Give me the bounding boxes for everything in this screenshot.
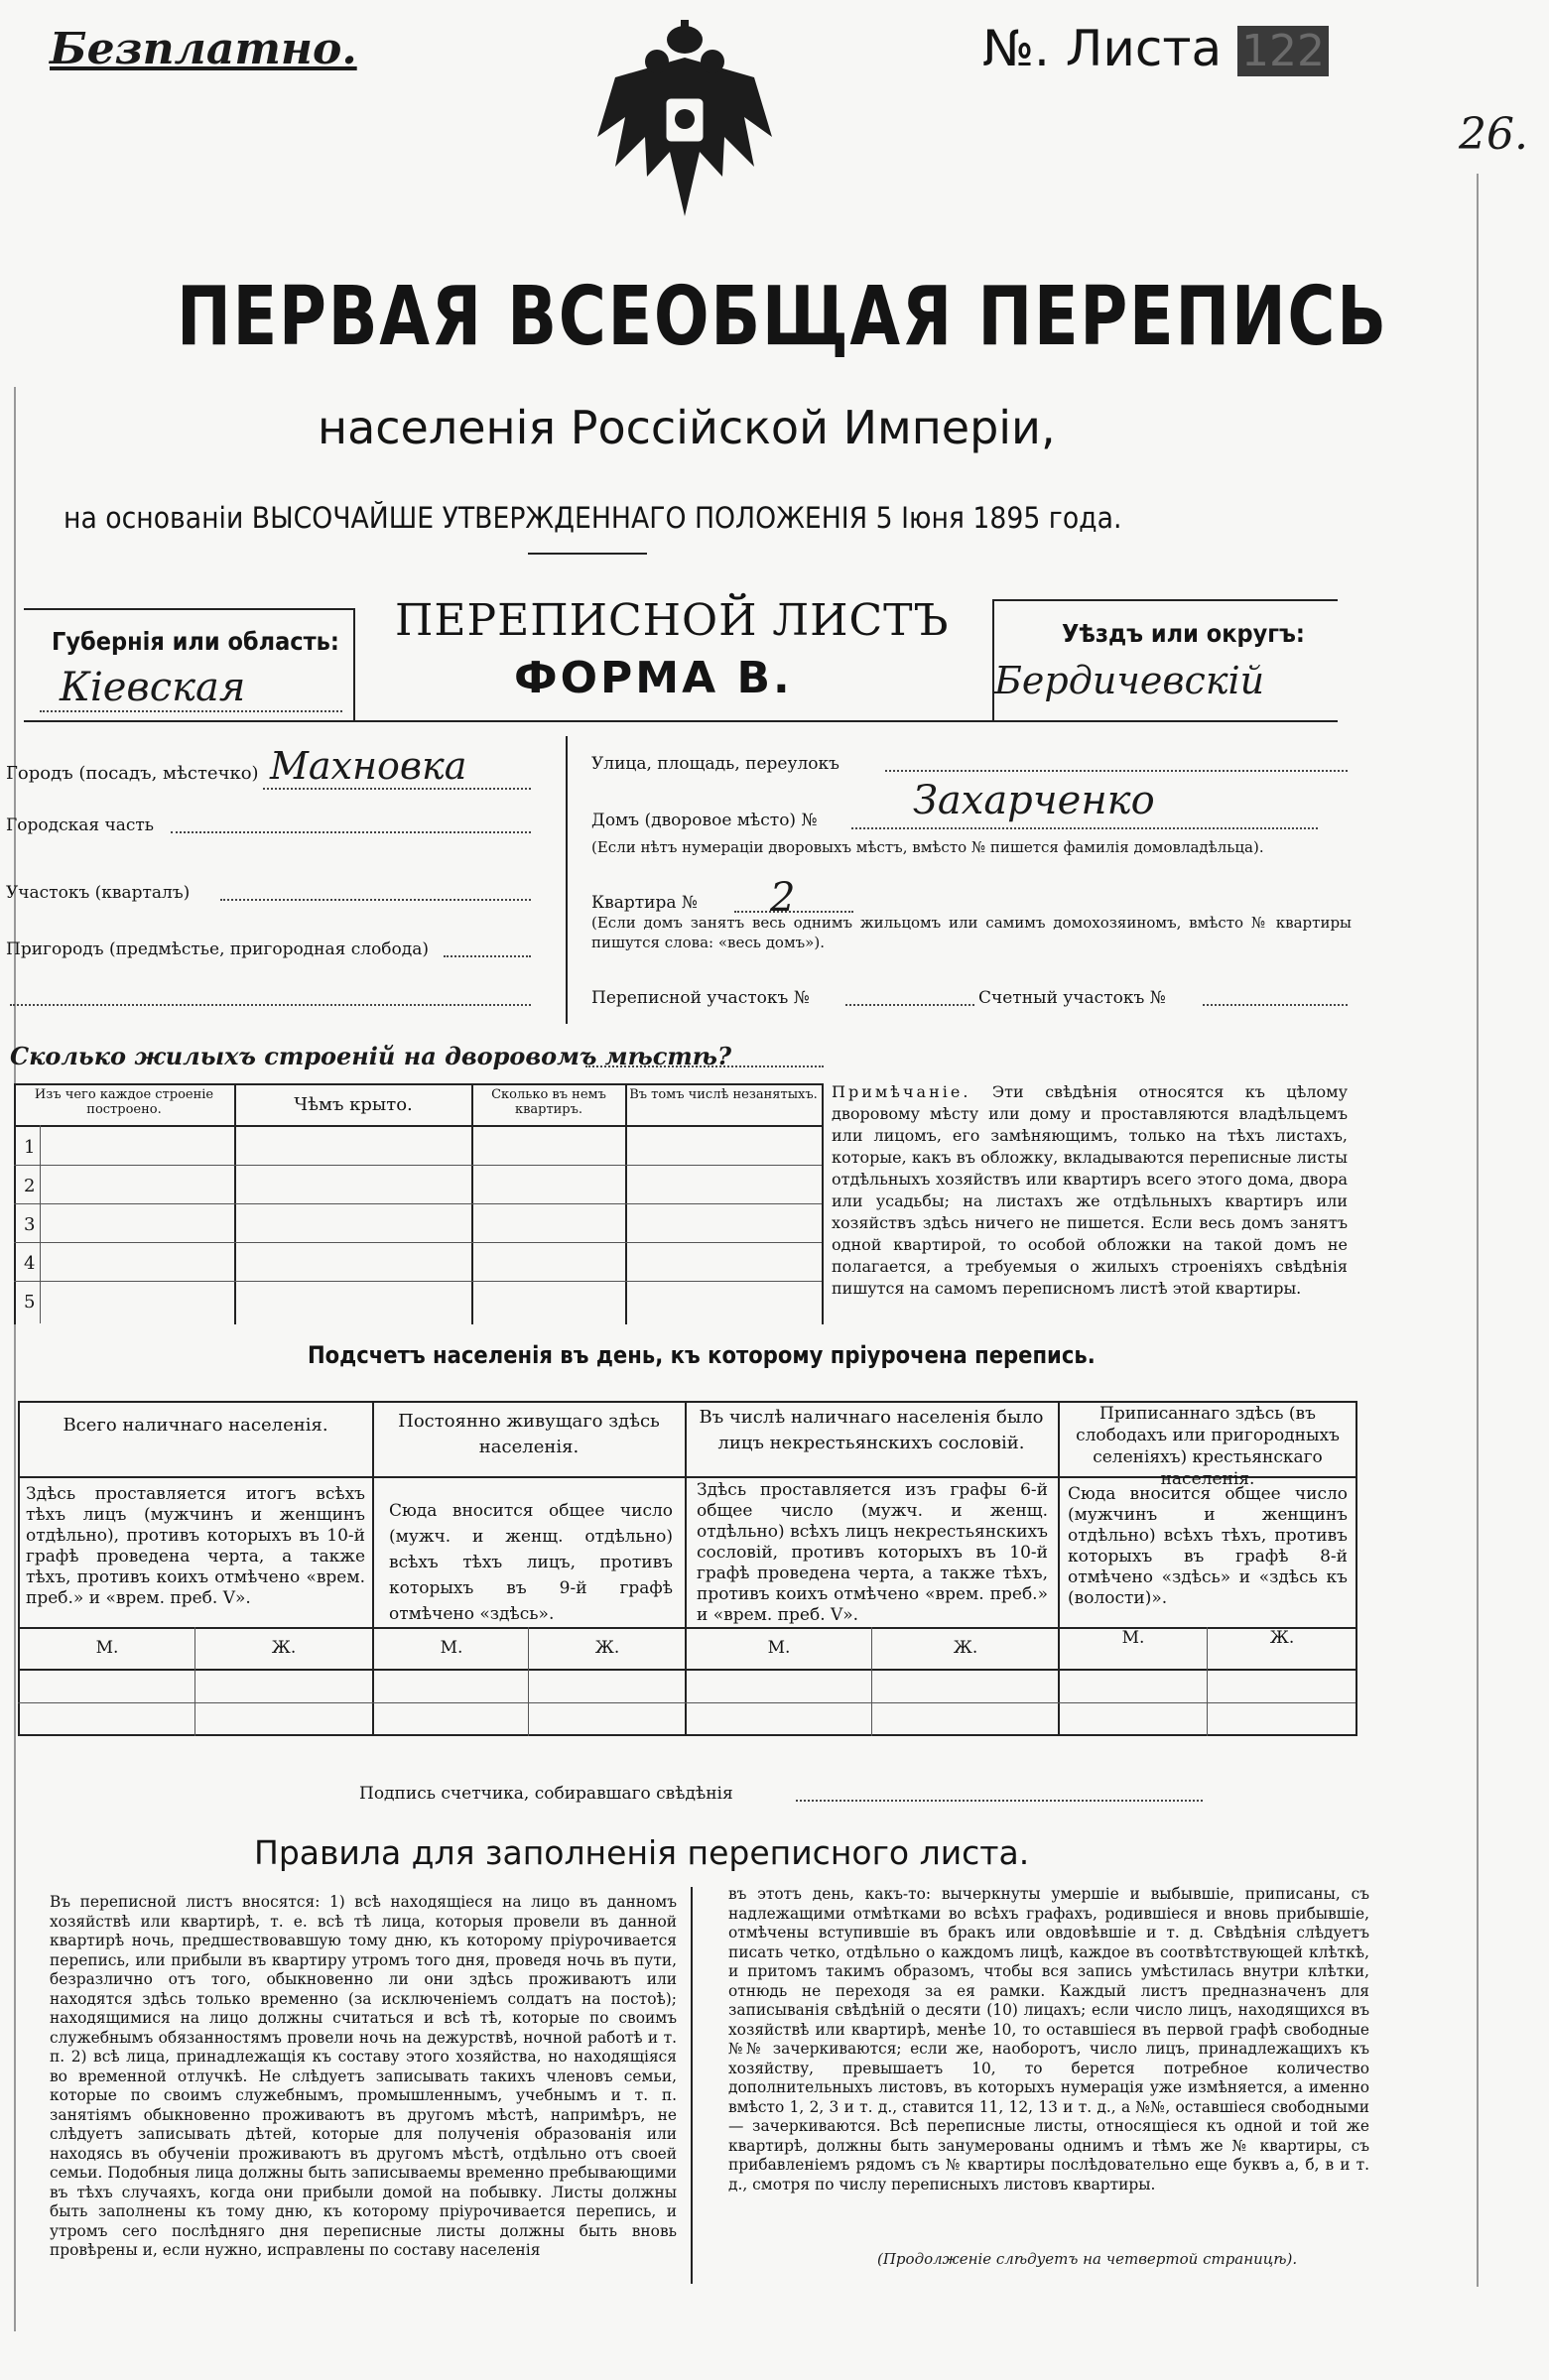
counting-district-label: Счетный участокъ № <box>978 988 1166 1008</box>
district-label: Уѣздъ или округъ: <box>1062 619 1305 648</box>
census-district-label: Переписной участокъ № <box>591 988 810 1008</box>
row-number: 2 <box>24 1176 36 1196</box>
col-flats: Сколько въ немъ квартиръ. <box>491 1087 606 1117</box>
province-label: Губернія или область: <box>52 627 339 656</box>
row-number: 1 <box>24 1137 36 1158</box>
population-title: Подсчетъ населенія въ день, къ которому пріурочена перепись. <box>308 1341 1096 1369</box>
free-label: Безплатно. <box>50 24 357 74</box>
counting-district-field[interactable] <box>1203 1004 1348 1006</box>
street-label: Улица, площадь, переулокъ <box>591 754 839 774</box>
pop-head-peasant: Приписаннаго здѣсь (въ слободахъ или пригородныхъ селеніяхъ) крестьянскаго населенія. <box>1076 1404 1340 1489</box>
house-value: Захарченко <box>913 778 1155 823</box>
pop-body-total: Здѣсь проставляется итогъ всѣхъ тѣхъ лицъ (мужчинъ и женщинъ отдѣльно), противъ которыхъ въ 10-й графѣ проведена черта, а также тѣхъ, противъ коихъ отмѣчено «врем. преб.» и «врем. преб. V». <box>26 1484 365 1608</box>
house-note: (Если нѣтъ нумераціи дворовыхъ мѣстъ, вмѣсто № пишется фамилія домовладѣльца). <box>591 838 1264 856</box>
row-number: 3 <box>24 1214 36 1235</box>
signature-label: Подпись счетчика, собиравшаго свѣдѣнія <box>359 1784 733 1804</box>
rules-left: Въ переписной листъ вносятся: 1) всѣ находящіеся на лицо въ данномъ хозяйствѣ или квартирѣ, т. е. всѣ тѣ лица, которыя провели въ данной квартирѣ ночь, предшествовавшую тому дню, къ которому пріурочивается перепись, или прибыли въ квартиру утромъ того дня, проведя ночь въ пути, безразлично отъ того, обыкновенно ли они здѣсь проживаютъ или находятся здѣсь только временно (за исключеніемъ солдатъ на постоѣ); находящимися на лицо должны считаться и всѣ тѣ, которые по своимъ служебнымъ обязанностямъ провели ночь на дежурствѣ, ночной работѣ и т. п. 2) всѣ лица, принадлежащія къ составу этого хозяйства, но находящіяся во временной отлучкѣ. Не слѣдуетъ записывать такихъ членовъ семьи, которые по своимъ служебнымъ, промышленнымъ, учебнымъ и т. п. занятіямъ обыкновенно проживаютъ въ другомъ мѣстѣ, напримѣръ, не слѣдуетъ записывать дѣтей, которые для полученія образованія или находясь въ обученіи проживаютъ въ другомъ мѣстѣ, отдѣльно отъ своей семьи. Подобныя лица должны быть записываемы временно пребывающими въ тѣхъ случаяхъ, когда они прибыли домой на побывку. Листы должны быть заполнены къ тому дню, къ которому пріурочивается перепись, и утромъ сего послѣдняго дня переписные листы должны быть вновь провѣрены и, если нужно, исправлены по составу населенія <box>50 1893 677 2259</box>
flat-note: (Если домъ занятъ весь однимъ жильцомъ или самимъ домохозяиномъ, вмѣсто № квартиры пишутся слова: «весь домъ»). <box>591 914 1352 951</box>
city-part-label: Городская часть <box>6 815 155 835</box>
form-letter: ФОРМА В. <box>514 653 793 703</box>
city-part-field[interactable] <box>171 831 531 833</box>
sheet-number-value: 122 <box>1237 26 1329 76</box>
district-value: Бердичевскій <box>994 659 1265 702</box>
rules-continued: (Продолженіе слѣдуетъ на четвертой страницѣ). <box>877 2250 1298 2268</box>
form-title: ПЕРЕПИСНОЙ ЛИСТЪ <box>395 595 950 646</box>
row-number: 4 <box>24 1253 36 1274</box>
double-eagle-emblem <box>585 18 784 226</box>
rules-title: Правила для заполненія переписного листа. <box>254 1833 1030 1872</box>
female-label: Ж. <box>1269 1628 1295 1648</box>
census-district-field[interactable] <box>845 1004 974 1006</box>
pop-head-non-peasant: Въ числѣ наличнаго населенія было лицъ некрестьянскихъ сословій. <box>699 1407 1044 1453</box>
col-vacant: Въ томъ числѣ незанятыхъ. <box>629 1087 818 1102</box>
house-label: Домъ (дворовое мѣсто) № <box>591 811 818 830</box>
suburb-field[interactable] <box>444 955 531 957</box>
pop-body-permanent: Сюда вносится общее число (мужч. и женщ. отдѣльно) всѣхъ тѣхъ лицъ, противъ которыхъ въ 9-й графѣ отмѣчено «здѣсь». <box>389 1501 673 1624</box>
female-label: Ж. <box>594 1638 620 1658</box>
corner-mark: 26. <box>1459 109 1528 160</box>
female-label: Ж. <box>271 1638 297 1658</box>
subtitle: населенія Россійской Имперіи, <box>318 401 1056 454</box>
pop-body-peasant: Сюда вносится общее число (мужчинъ и женщинъ отдѣльно) всѣхъ тѣхъ, противъ которыхъ въ графѣ 8-й отмѣчено «здѣсь» и «здѣсь къ (волости)». <box>1068 1484 1348 1608</box>
buildings-note <box>832 1081 1348 1300</box>
town-label: Городъ (посадъ, мѣстечко) <box>6 763 259 784</box>
col-material: Изъ чего каждое строеніе построено. <box>34 1087 214 1117</box>
male-label: М. <box>440 1638 463 1658</box>
sheet-number <box>982 20 1329 77</box>
male-label: М. <box>1121 1628 1145 1648</box>
pop-head-total: Всего наличнаго населенія. <box>63 1415 328 1436</box>
town-value: Махновка <box>269 744 467 788</box>
male-label: М. <box>767 1638 791 1658</box>
col-roof: Чѣмъ крыто. <box>294 1094 413 1115</box>
row-number: 5 <box>24 1292 36 1313</box>
note-label: Примѣчаніе. <box>832 1082 971 1101</box>
province-value: Кіевская <box>60 665 246 710</box>
main-title: ПЕРВАЯ ВСЕОБЩАЯ ПЕРЕПИСЬ <box>177 270 1388 364</box>
signature-field[interactable] <box>796 1800 1203 1802</box>
buildings-question: Сколько жилыхъ строеній на дворовомъ мѣстѣ? <box>10 1042 732 1070</box>
street-field[interactable] <box>885 770 1348 772</box>
pop-body-non-peasant: Здѣсь проставляется изъ графы 6-й общее число (мужч. и женщ. отдѣльно) всѣхъ лицъ некрестьянскихъ сословій, противъ которыхъ въ 10-й графѣ проведена черта, а также тѣхъ, противъ коихъ отмѣчено «врем. преб.» и «врем. преб. V». <box>697 1480 1048 1625</box>
flat-value: 2 <box>770 875 796 921</box>
female-label: Ж. <box>953 1638 978 1658</box>
rules-right: въ этотъ день, какъ-то: вычеркнуты умершіе и выбывшіе, приписаны, съ надлежащими отмѣтками во всѣхъ графахъ, родившіеся и вновь прибывшіе, отмѣчены вступившіе въ бракъ или овдовѣвшіе и т. д. Свѣдѣнія слѣдуетъ писать четко, отдѣльно о каждомъ лицѣ, каждое въ соотвѣтствующей клѣткѣ, и притомъ такимъ образомъ, чтобы вся запись умѣстилась внутри клѣтки, отнюдь не переходя за ея рамки. Каждый листъ предназначенъ для записыванія свѣдѣній о десяти (10) лицахъ; если число лицъ, находящихся въ хозяйствѣ или квартирѣ, менѣе 10, то оставшіеся въ первой графѣ свободные №№ зачеркиваются; если же, наоборотъ, число лицъ, принадлежащихъ къ хозяйству, превышаетъ 10, то берется потребное количество дополнительныхъ листовъ, въ которыхъ нумерація уже измѣняется, а именно вмѣсто 1, 2, 3 и т. д., ставится 11, 12, 13 и т. д., а №№, оставшіеся свободными — зачеркиваются. Всѣ переписные листы, относящіеся къ одной и той же квартирѣ, должны быть занумерованы однимъ и тѣмъ же № квартиры, съ прибавленіемъ рядомъ съ № квартиры послѣдовательно еще буквъ а, б, в и т. д., смотря по числу переписныхъ листовъ квартиры. <box>728 1885 1369 2193</box>
flat-label: Квартира № <box>591 893 698 913</box>
quarter-label: Участокъ (кварталъ) <box>6 883 191 903</box>
sheet-number-label: №. Листа <box>982 20 1223 77</box>
legal-basis: на основаніи ВЫСОЧАЙШЕ УТВЕРЖДЕННАГО ПОЛОЖЕНІЯ 5 Іюня 1895 года. <box>64 501 1122 535</box>
house-field[interactable] <box>851 827 1318 829</box>
suburb-label: Пригородъ (предмѣстье, пригородная слобода) <box>6 939 430 959</box>
quarter-field[interactable] <box>220 899 531 901</box>
male-label: М. <box>95 1638 119 1658</box>
note-text: Эти свѣдѣнія относятся къ цѣлому дворовому мѣсту или дому и проставляются владѣльцемъ или лицомъ, его замѣняющимъ, только на тѣхъ листахъ, которые, какъ въ обложку, вкладываются переписные листы отдѣльныхъ хозяйствъ или квартиръ всего этого дома, двора или усадьбы; на листахъ же отдѣльныхъ квартиръ или хозяйствъ здѣсь ничего не пишется. Если весь домъ занятъ одной квартирой, то особой обложки на такой домъ не полагается, а требуемыя о жилыхъ строеніяхъ свѣдѣнія пишутся на самомъ переписномъ листѣ этой квартиры. <box>832 1082 1348 1298</box>
pop-head-permanent: Постоянно живущаго здѣсь населенія. <box>398 1411 660 1457</box>
suburb-field-2[interactable] <box>10 1004 531 1006</box>
